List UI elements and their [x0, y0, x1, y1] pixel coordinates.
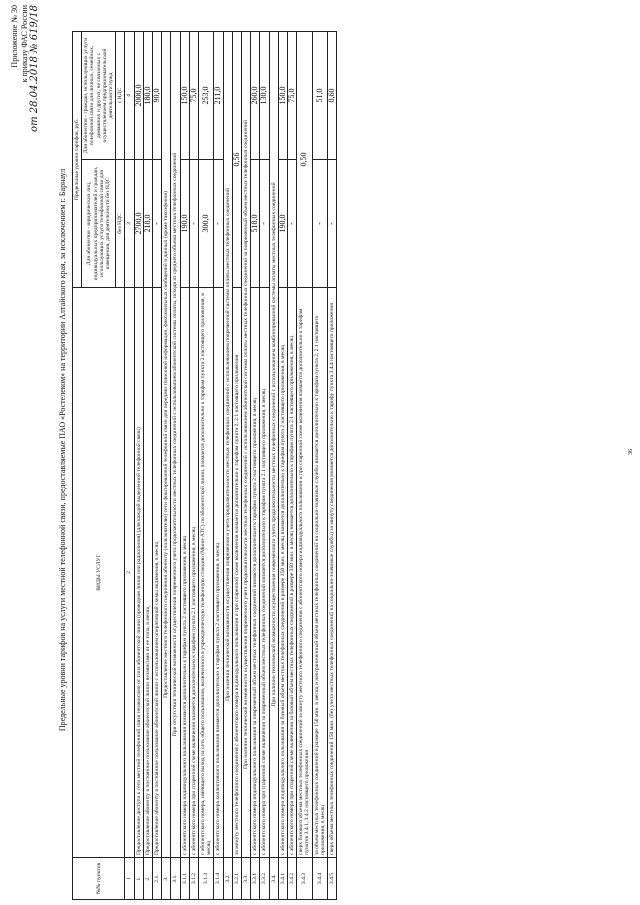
col-header-services: ВИДЫ УСЛУГ — [73, 288, 125, 858]
row-value-legal: 2700,0 — [134, 160, 143, 288]
table-row — [232, 32, 241, 900]
row-number: 3.4.5 — [328, 858, 337, 900]
table-row — [214, 32, 223, 900]
col-index-1: 1 — [125, 858, 134, 900]
row-value-legal: - — [328, 160, 337, 288]
col-index-4: 4 — [125, 32, 134, 160]
row-service-text: за минуту местного телефонного соединения с абонентского номера индивидуального пользования и при спаренной схеме включения взимается дополнительно к тарифам пункта 2, 2.1 настоящего приложения — [232, 288, 241, 858]
table-row — [288, 32, 297, 900]
row-service-text: При наличии технической возможности осуществления повременного учета продолжительности местных телефонных соединений с использованием повременной системы оплаты местных телефонных соединений — [223, 32, 232, 858]
row-number: 3.4.4 — [312, 858, 327, 900]
row-number: 2. — [143, 858, 152, 900]
table-row — [180, 32, 189, 900]
table-row — [278, 32, 287, 900]
row-value-citizens: 211,0 — [214, 32, 223, 160]
table-row — [199, 32, 214, 900]
col-header-citizens-vat: с НДС — [116, 32, 125, 160]
col-index-3: 3 — [125, 160, 134, 288]
row-value-citizens: 150,0 — [278, 32, 287, 160]
row-number: 3.4.2 — [288, 858, 297, 900]
row-service-text: с абонентского номера при спаренной схеме включения за базовый объем местных телефонных соединений в размере 350 мин. в месяц взимается дополнительно к тарифам пункта 2.1 настоящего приложения, в месяц — [288, 288, 297, 858]
row-service-text: При наличии технической возможности осуществления повременного учета продолжительности местных телефонных соединений с использованием абонентской системы оплаты местных телефонных соединений за повременный объем местных телефонных соединений — [242, 32, 251, 858]
col-header-legal: Для абонентов - юридических лиц, индивидуальных предпринимателей и граждан, использующих услуги телефонной связи для извещения, для деятельности без НДС — [82, 160, 116, 288]
order-date-number: от 28.04.2018 № 619/18 — [29, 5, 40, 132]
row-number: 3.3.1 — [251, 858, 260, 900]
row-value-legal: - — [214, 160, 223, 288]
row-service-text: за объем местных телефонных соединений в размере 150 мин. в месяц и неограниченный объем местных телефонных соединений на социально-значимые службы взимается дополнительно к тарифам пункта 2, 2.1 настоящего приложения, в месяц — [312, 288, 327, 858]
col-header-num: №№ пунктов — [73, 858, 125, 900]
appendix-number: Приложение № 30 — [10, 5, 19, 68]
table-section-row — [171, 32, 180, 900]
row-value-citizens: 75,0 — [189, 32, 198, 160]
col-header-legal-vat: без НДС — [116, 160, 125, 288]
row-number: 3.3. — [242, 858, 251, 900]
row-service-text: Предоставление абоненту в постоянное пользование абонентской линии независимо от ее типа, в месяц — [143, 288, 152, 858]
row-value-citizens: 0,60 — [328, 32, 337, 160]
row-number: 2.1. — [153, 858, 162, 900]
table-section-row — [223, 32, 232, 900]
row-number: 3.1.3 — [199, 858, 214, 900]
row-service-text: с абонентского номера индивидуального пользования взимается дополнительно к тарифам пункта 2 настоящего приложения, в месяц — [180, 288, 189, 858]
row-number: 3. — [162, 858, 171, 900]
row-service-text: При наличии технической возможности осуществления повременного учета продолжительности местных телефонных соединений с использованием комбинированной системы оплаты местных телефонных соединений — [269, 32, 278, 858]
row-service-text: Предоставление доступа к сети местной телефонной связи независимо от типа абонентской линии (проводная линия или радиолиния) (для каждой выделенной телефонной связи) — [134, 288, 143, 858]
row-service-text: с абонентского номера при спаренной схеме включения за повременный объем местных телефонных соединений взимается дополнительно к тарифам пункта 2.1 настоящего приложения, в месяц — [260, 288, 269, 858]
row-service-text: с абонентского номера при спаренной схеме включения взимается дополнительно к тарифам пункта 2.1 настоящего приложения, в месяц — [189, 288, 198, 858]
row-value-legal: - — [189, 160, 198, 288]
row-service-text: сверх базового объема местных телефонных соединений за минуту местного телефонного соединения с абонентского номера индивидуального пользования и при спаренной схеме включения взимается дополнительно к тарифам пунктов 3.4.1, 3.4.2 настоящего приложения — [297, 288, 312, 858]
row-value-citizens: 260,0 — [251, 32, 260, 160]
table-section-row — [269, 32, 278, 900]
row-number: 1. — [134, 858, 143, 900]
row-value-legal: 218,0 — [143, 160, 152, 288]
col-header-levels: Предельные уровни тарифов, руб. — [73, 32, 82, 288]
row-number: 3.1. — [171, 858, 180, 900]
row-service-text: с абонентского номера коллективного пользования взимается дополнительно к тарифам пункта 2 настоящего приложения, в месяц — [214, 288, 223, 858]
row-number: 3.2.1 — [232, 858, 241, 900]
row-number: 3.4.3 — [297, 858, 312, 900]
table-row — [143, 32, 152, 900]
row-value-legal: - — [312, 160, 327, 288]
row-value-citizens: 253,0 — [199, 32, 214, 160]
row-service-text: с абонентского номера, имеющего выход на сеть общего пользования, включенного в учрежденческую телефонную станцию (Мини-АТС) по абонентской линии, взимается дополнительно к тарифам пункта 2 настоящего приложения, в месяц — [199, 288, 214, 858]
document-title: Предельные уровни тарифов на услуги местной телефонной связи, предоставляемые ПАО «Ростелеком» на территории Алтайского края, за исключением г. Барнаул — [58, 168, 67, 732]
row-value-combined: 0,56 — [232, 32, 241, 288]
table-row — [312, 32, 327, 900]
row-number: 3.4.1 — [278, 858, 287, 900]
appendix-header — [10, 5, 40, 145]
row-value-citizens: 180,0 — [143, 32, 152, 160]
row-value-legal: 190,0 — [180, 160, 189, 288]
table-section-row — [242, 32, 251, 900]
tariff-table-body — [134, 32, 337, 900]
row-value-citizens: 130,0 — [260, 32, 269, 160]
row-service-text: Предоставление местного телефонного соединения абоненту (пользователю) сети фиксированной телефонной связи для передачи голосовой информации, факсимильных сообщений и данных (кроме таксофонов) — [162, 32, 171, 858]
table-row — [134, 32, 143, 900]
table-row — [153, 32, 162, 900]
row-service-text: Предоставление абоненту в постоянное пользование абонентской линии с использованием оперативной схемы включения, в месяц — [153, 288, 162, 858]
row-value-legal: 190,0 — [278, 160, 287, 288]
table-section-row — [162, 32, 171, 900]
row-value-legal: - — [260, 160, 269, 288]
row-value-legal: - — [288, 160, 297, 288]
table-row — [251, 32, 260, 900]
row-service-text: с абонентского номера индивидуального пользования за базовый объем местных телефонных соединений в размере 350 мин. в месяц взимается дополнительно к тарифам пункта 2 настоящего приложения, в месяц — [278, 288, 287, 858]
row-service-text: При отсутствии технической возможности осуществления повременного учета продолжительности местных телефонных соединений с использованием абонентской системы оплаты, исходя из среднего объема местных телефонных соединений — [171, 32, 180, 858]
row-value-legal: 518,0 — [251, 160, 260, 288]
row-service-text: с абонентского номера индивидуального пользования за повременный объем местных телефонных соединений взимается дополнительно к тарифам пункта 2 настоящего приложения, в месяц — [251, 288, 260, 858]
row-value-combined: 0,50 — [297, 32, 312, 288]
table-row — [297, 32, 312, 900]
row-value-citizens: 2000,0 — [134, 32, 143, 160]
row-number: 3.1.2 — [189, 858, 198, 900]
row-number: 3.1.1 — [180, 858, 189, 900]
row-value-citizens: 75,0 — [288, 32, 297, 160]
row-number: 3.4. — [269, 858, 278, 900]
table-row — [189, 32, 198, 900]
tariff-table — [72, 31, 337, 900]
row-value-citizens: 150,0 — [180, 32, 189, 160]
page-number: 36 — [628, 449, 634, 455]
row-number: 3.2. — [223, 858, 232, 900]
row-value-citizens: 90,0 — [153, 32, 162, 160]
row-value-legal: - — [153, 160, 162, 288]
row-value-legal: 300,0 — [199, 160, 214, 288]
row-number: 3.1.4 — [214, 858, 223, 900]
col-index-2: 2 — [125, 288, 134, 858]
row-number: 3.3.2 — [260, 858, 269, 900]
table-row — [328, 32, 337, 900]
row-service-text: сверх объема местных телефонных соединений 150 мин. (без учета местных телефонных соединений на социально-значимые службы) за минуту соединения взимается дополнительно к тарифу пункта 3.4.4 настоящего приложения — [328, 288, 337, 858]
order-reference: к приказу ФАС России — [20, 5, 29, 83]
table-row — [260, 32, 269, 900]
col-header-citizens: Для абонентов - граждан, использующих услуги телефонной связи для личных, семейных, домашних и других, не связанных с осуществлением предпринимательской деятельности нужд — [82, 32, 116, 160]
row-value-citizens: 51,0 — [312, 32, 327, 160]
